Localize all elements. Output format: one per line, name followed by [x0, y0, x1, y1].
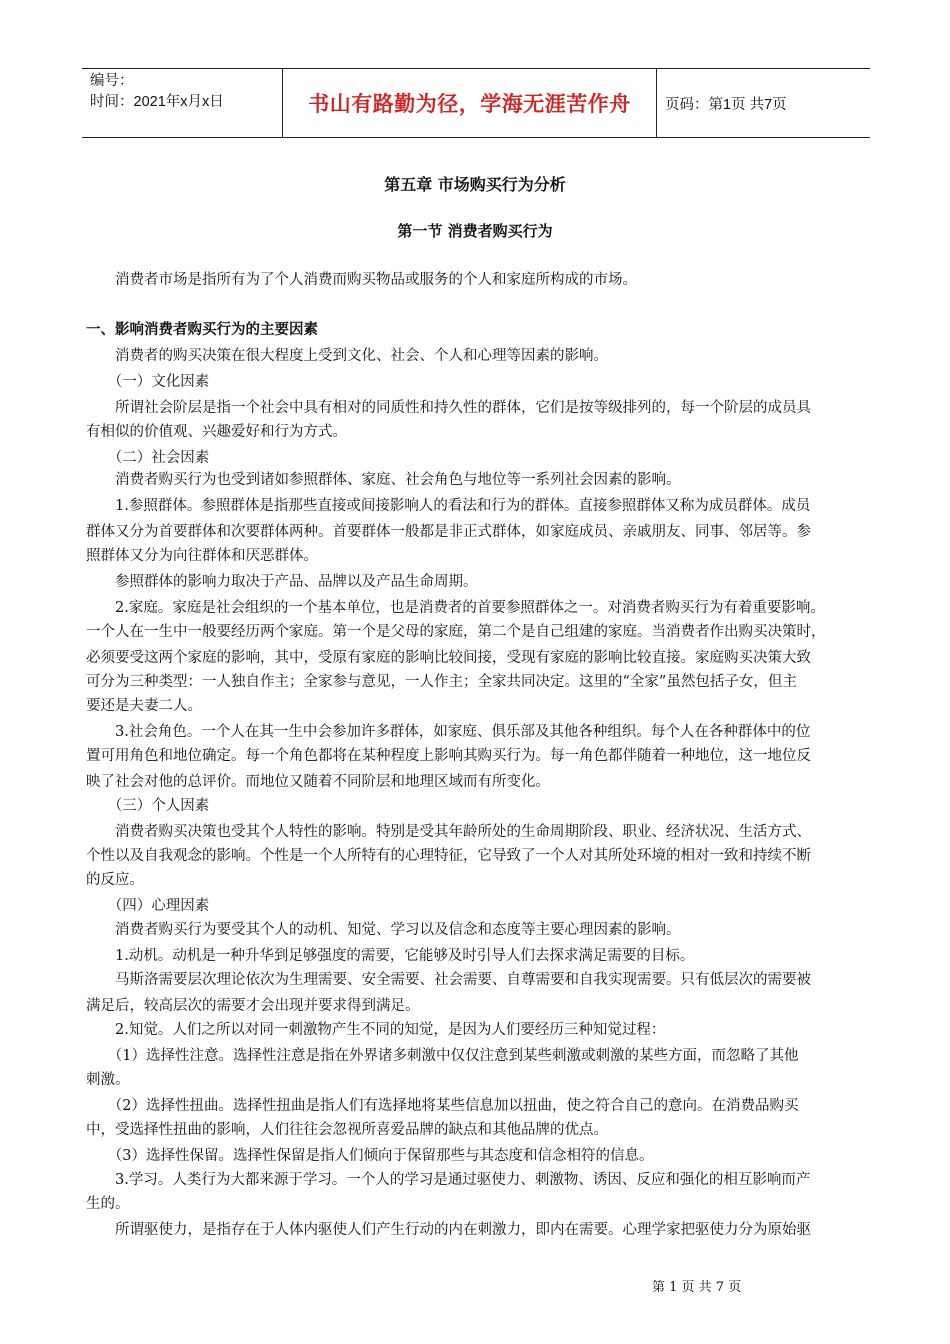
text-line: 3.学习。人类行为大都来源于学习。一个人的学习是通过驱使力、刺激物、诱因、反应和强化的相互影响而产: [86, 1172, 811, 1188]
text-line: 满足后，较高层次的需要才会出现并要求得到满足。: [86, 998, 420, 1014]
page-header: [82, 68, 870, 138]
text-line: 映了社会对他的总评价。而地位又随着不同阶层和地理区域而有所变化。: [86, 774, 550, 790]
text-line: 消费者购买行为要受其个人的动机、知觉、学习以及信念和态度等主要心理因素的影响。: [86, 922, 681, 938]
doc-date-label: 时间：2021年x月x日: [90, 94, 224, 110]
text-line: 3.社会角色。一个人在其一生中会参加许多群体，如家庭、俱乐部及其他各种组织。每个人在各种群体中的位: [86, 724, 811, 740]
text-line: 1.动机。动机是一种升华到足够强度的需要，它能够及时引导人们去探求满足需要的目标。: [86, 948, 695, 964]
text-line: 一个人在一生中一般要经历两个家庭。第一个是父母的家庭，第二个是自己组建的家庭。当消费者作出购买决策时，: [86, 624, 826, 640]
heading-line: 一、影响消费者购买行为的主要因素: [86, 321, 318, 338]
text-line: 群体又分为首要群体和次要群体两种。首要群体一般都是非正式群体，如家庭成员、亲戚朋友、同事、邻居等。参: [86, 524, 811, 540]
text-line: 消费者的购买决策在很大程度上受到文化、社会、个人和心理等因素的影响。: [86, 348, 608, 364]
text-line: 马斯洛需要层次理论依次为生理需要、安全需要、社会需要、自尊需要和自我实现需要。只有低层次的需要被: [86, 972, 811, 988]
text-line: 照群体又分为向往群体和厌恶群体。: [86, 548, 318, 564]
chapter-title: 第五章 市场购买行为分析: [384, 175, 566, 194]
text-line: 所谓社会阶层是指一个社会中具有相对的同质性和持久性的群体，它们是按等级排列的，每一个阶层的成员具: [86, 400, 811, 416]
text-line: （3）选择性保留。选择性保留是指人们倾向于保留那些与其态度和信念相符的信息。: [86, 1148, 654, 1164]
text-line: （三）个人因素: [86, 798, 210, 814]
header-meta: [82, 69, 282, 137]
text-line: （1）选择性注意。选择性注意是指在外界诸多刺激中仅仅注意到某些刺激或刺激的某些方面，而忽略了其他: [86, 1048, 799, 1064]
text-line: （二）社会因素: [86, 450, 210, 466]
text-line: 消费者购买决策也受其个人特性的影响。特别是受其年龄所处的生命周期阶段、职业、经济状况、生活方式、: [86, 824, 811, 840]
header-motto: 书山有路勤为径，学海无涯苦作舟: [308, 93, 631, 116]
header-page-info: 页码：第1页 共7页: [665, 96, 787, 113]
text-line: 有相似的价值观、兴趣爱好和行为方式。: [86, 424, 347, 440]
text-line: 可分为三种类型：一人独自作主；全家参与意见，一人作主；全家共同决定。这里的“全家”虽然包括子女，但主: [86, 674, 797, 690]
text-line: 的反应。: [86, 872, 144, 888]
text-line: 1.参照群体。参照群体是指那些直接或间接影响人的看法和行为的群体。直接参照群体又称为成员群体。成员: [86, 498, 811, 514]
text-line: 置可用角色和地位确定。每一个角色都将在某种程度上影响其购买行为。每一角色都伴随着一种地位，这一地位反: [86, 748, 811, 764]
text-line: 必须要受这两个家庭的影响，其中，受原有家庭的影响比较间接，受现有家庭的影响比较直接。家庭购买决策大致: [86, 650, 811, 666]
text-line: 参照群体的影响力取决于产品、品牌以及产品生命周期。: [86, 574, 478, 590]
text-line: （一）文化因素: [86, 374, 210, 390]
text-line: 中，受选择性扭曲的影响，人们往往会忽视所喜爱品牌的缺点和其他品牌的优点。: [86, 1122, 608, 1138]
text-line: 消费者购买行为也受到诸如参照群体、家庭、社会角色与地位等一系列社会因素的影响。: [86, 472, 681, 488]
section-title: 第一节 消费者购买行为: [397, 222, 553, 240]
text-line: 刺激。: [86, 1072, 130, 1088]
text-line: （四）心理因素: [86, 898, 210, 914]
text-line: 要还是夫妻二人。: [86, 698, 202, 714]
page-footer: 第 1 页 共 7 页: [652, 1280, 742, 1295]
text-line: 生的。: [86, 1196, 130, 1212]
doc-number-label: 编号：: [90, 73, 134, 89]
text-line: （2）选择性扭曲。选择性扭曲是指人们有选择地将某些信息加以扭曲，使之符合自己的意向。在消费品购买: [86, 1098, 799, 1114]
text-line: 2.知觉。人们之所以对同一刺激物产生不同的知觉，是因为人们要经历三种知觉过程：: [86, 1022, 666, 1038]
text-line: 所谓驱使力，是指存在于人体内驱使人们产生行动的内在刺激力，即内在需要。心理学家把驱使力分为原始驱: [86, 1222, 811, 1238]
text-line: 消费者市场是指所有为了个人消费而购买物品或服务的个人和家庭所构成的市场。: [86, 272, 637, 288]
text-line: 2.家庭。家庭是社会组织的一个基本单位，也是消费者的首要参照群体之一。对消费者购买行为有着重要影响。: [86, 600, 825, 616]
text-line: 个性以及自我观念的影响。个性是一个人所特有的心理特征，它导致了一个人对其所处环境的相对一致和持续不断: [86, 848, 811, 864]
header-motto-cell: [282, 69, 657, 137]
